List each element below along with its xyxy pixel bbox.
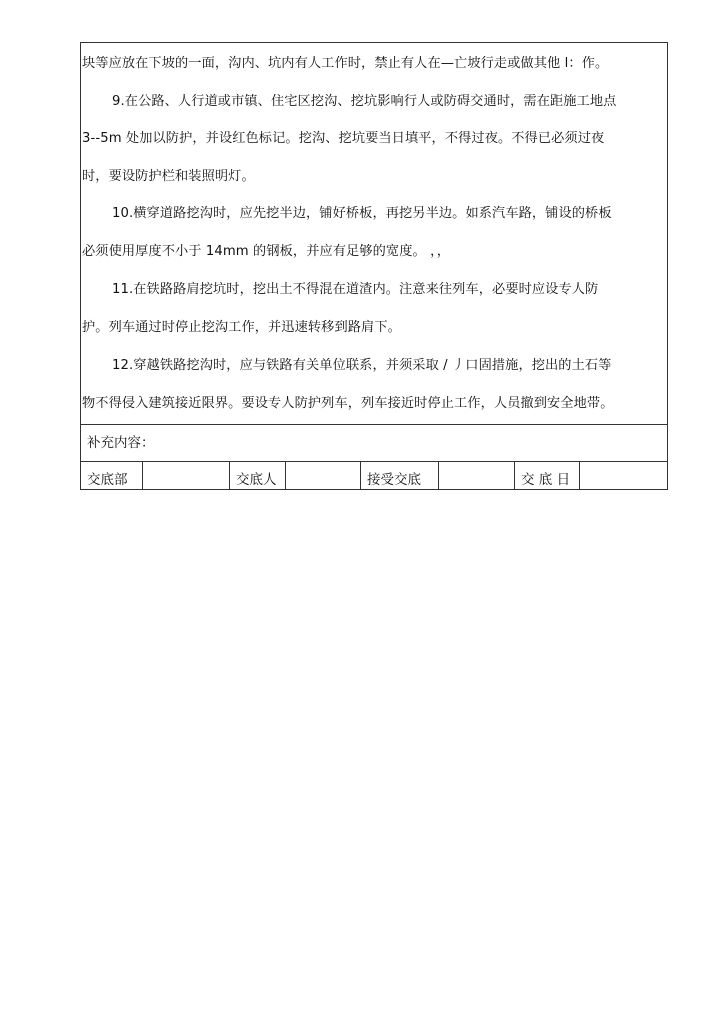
disclosure-table — [80, 42, 668, 490]
content-cell — [81, 43, 667, 425]
supplement-cell — [81, 425, 667, 462]
content-line-9: 12.穿越铁路挖沟时，应与铁路有关单位联系，并须采取 / 丿口固措施，挖出的土石等 — [112, 358, 612, 373]
person-label: 交底人 — [230, 462, 286, 489]
content-line-2: 9.在公路、人行道或市镇、住宅区挖沟、挖坑影响行人或防碍交通时，需在距施工地点 — [112, 94, 617, 109]
date-label: 交 底 日 — [515, 462, 580, 489]
content-line-10: 物不得侵入建筑接近限界。要设专人防护列车，列车接近时停止工作，人员撤到安全地带。 — [82, 396, 614, 411]
content-line-5: 10.横穿道路挖沟时，应先挖半边，铺好桥板，再挖另半边。如系汽车路，铺设的桥板 — [112, 206, 612, 221]
receiver-value-field[interactable] — [439, 462, 515, 489]
content-line-1: 块等应放在下坡的一面，沟内、坑内有人工作时，禁止有人在—亡坡行走或做其他 l：作。 — [82, 56, 609, 71]
dept-label: 交底部 — [81, 462, 143, 489]
content-line-6: 必须使用厚度不小于 14mm 的钢板，并应有足够的宽度。 ，， — [82, 244, 451, 259]
content-line-4: 时，要设防护栏和装照明灯。 — [82, 169, 255, 184]
receiver-label: 接受交底 — [361, 462, 439, 489]
dept-value-field[interactable] — [143, 462, 230, 489]
content-line-8: 护。列车通过时停止挖沟工作，并迅速转移到路肩下。 — [82, 320, 401, 335]
content-line-3: 3--5m 处加以防护，并设红色标记。挖沟、挖坑要当日填平，不得过夜。不得已必须过夜 — [82, 131, 605, 146]
content-line-7: 11.在铁路路肩挖坑时，挖出土不得混在道渣内。注意来往列车，必要时应设专人防 — [112, 282, 599, 297]
date-value-field[interactable] — [580, 462, 667, 489]
sign-row — [81, 462, 667, 489]
supplement-label: 补充内容： — [87, 435, 155, 451]
person-value-field[interactable] — [286, 462, 361, 489]
